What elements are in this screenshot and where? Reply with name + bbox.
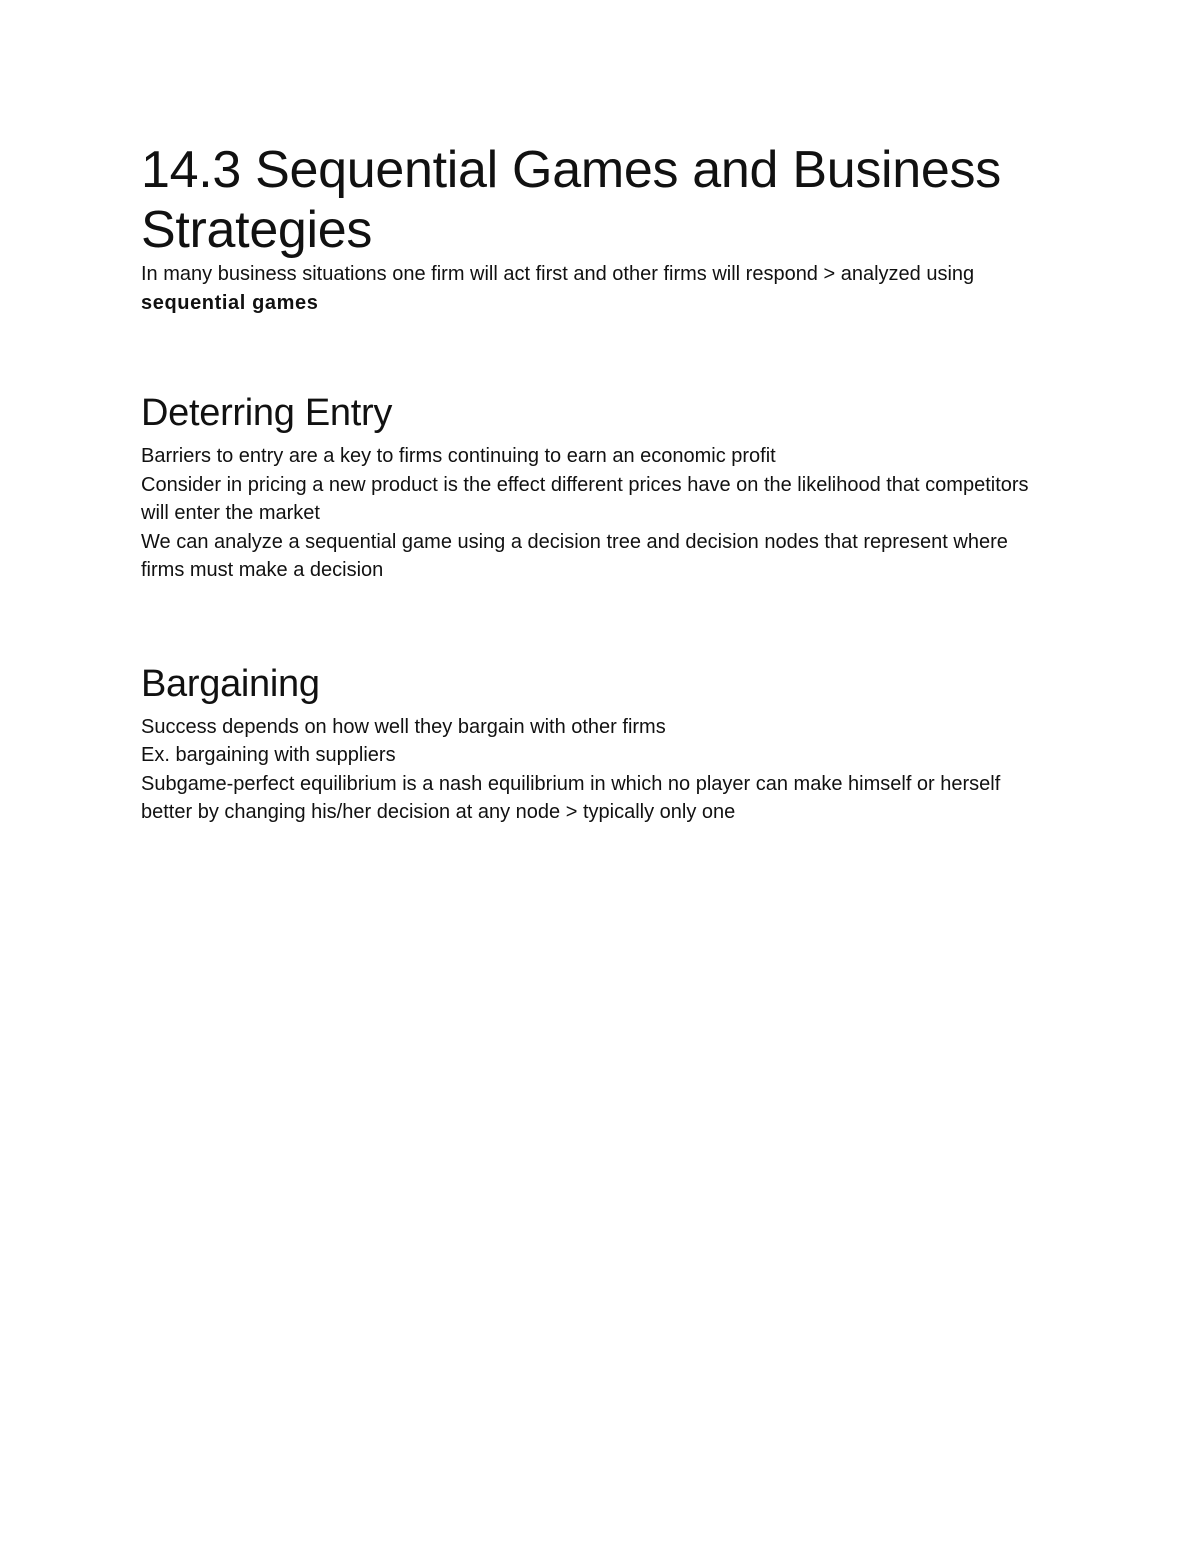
intro-paragraph bbox=[141, 260, 1050, 317]
section-deterring-entry bbox=[141, 390, 1050, 585]
document-title: 14.3 Sequential Games and Business Strategies bbox=[141, 141, 1001, 259]
intro-text: In many business situations one firm will act first and other firms will respond > analyzed using bbox=[141, 263, 975, 285]
section-heading: Deterring Entry bbox=[141, 392, 393, 434]
section-line: Barriers to entry are a key to firms continuing to earn an economic profit bbox=[141, 445, 776, 467]
section-line: Consider in pricing a new product is the effect different prices have on the likelihood that competitors will enter the market bbox=[141, 473, 1029, 524]
section-heading: Bargaining bbox=[141, 662, 320, 705]
intro-bold-term: sequential games bbox=[141, 291, 319, 314]
section-line: Success depends on how well they bargain with other firms bbox=[141, 715, 666, 738]
section-line: Subgame-perfect equilibrium is a nash equilibrium in which no player can make himself or herself better by changing his/her decision at any node > typically only one bbox=[141, 772, 1001, 823]
section-line: Ex. bargaining with suppliers bbox=[141, 744, 396, 766]
section-body bbox=[141, 442, 1050, 585]
section-body bbox=[141, 713, 1050, 827]
section-line: We can analyze a sequential game using a decision tree and decision nodes that represent where firms must make a decision bbox=[141, 530, 1008, 581]
section-bargaining bbox=[141, 661, 1050, 827]
